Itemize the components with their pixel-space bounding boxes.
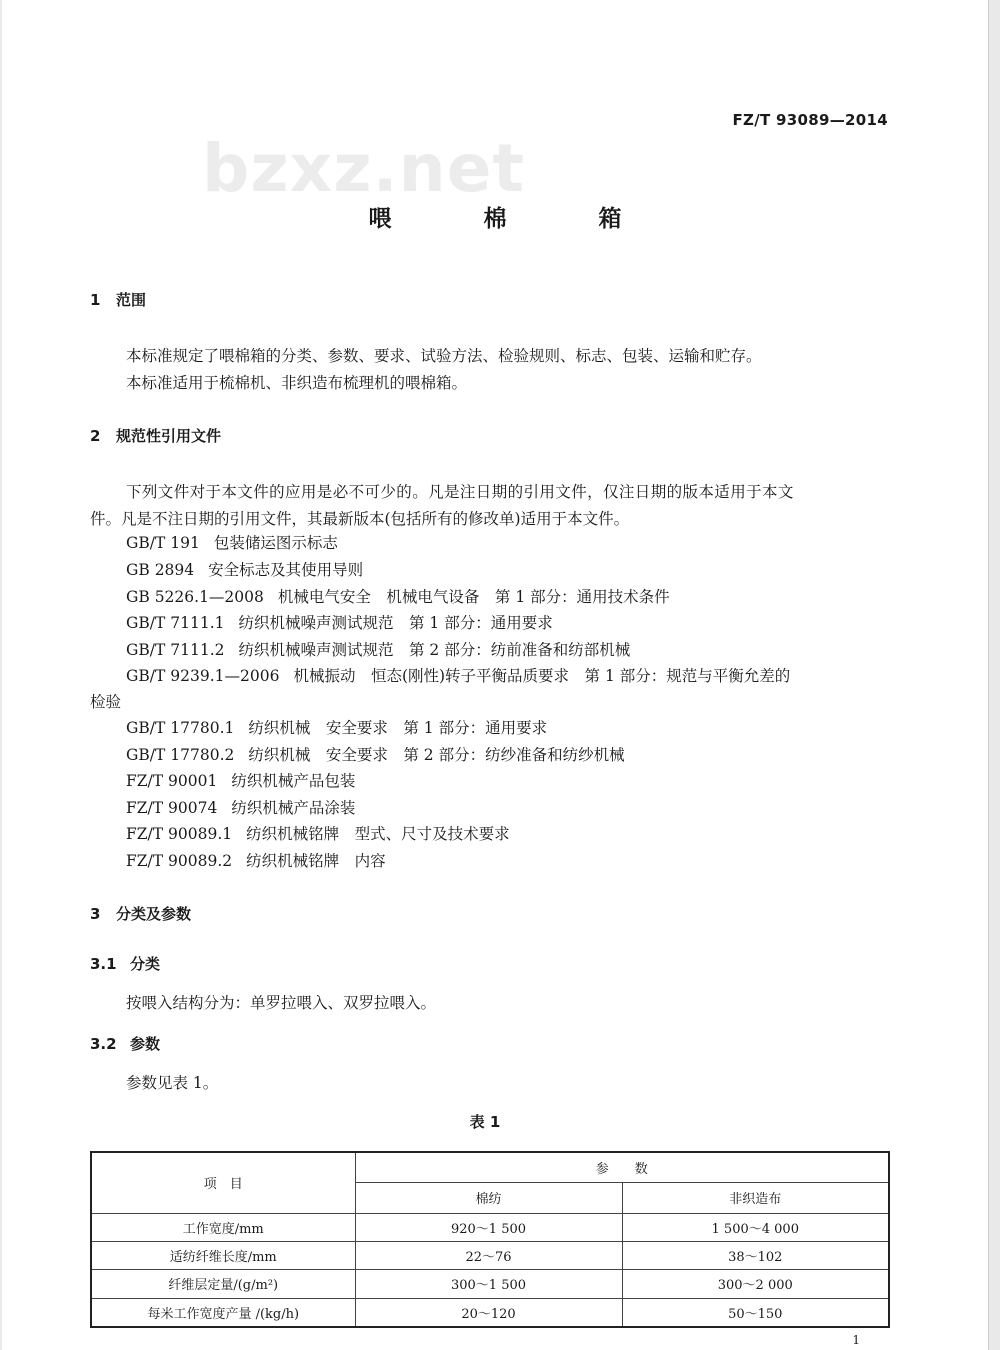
reference-title: 包装储运图示标志 — [213, 534, 338, 552]
reference-code: GB/T 17780.1 — [126, 719, 235, 737]
table-cell-item: 纤维层定量/(g/m²) — [91, 1269, 355, 1298]
table-cell-nonwoven: 1 500～4 000 — [622, 1213, 889, 1241]
section-2-intro-line-2: 件。凡是不注日期的引用文件，其最新版本(包括所有的修改单)适用于本文件。 — [90, 510, 630, 528]
reference-title: 机械电气安全 机械电气设备 第 1 部分：通用技术条件 — [277, 588, 670, 606]
reference-code: GB/T 17780.2 — [126, 746, 235, 764]
reference-title: 机械振动 恒态(刚性)转子平衡品质要求 第 1 部分：规范与平衡允差的 — [293, 667, 791, 685]
reference-item — [126, 796, 355, 818]
reference-title: 纺织机械噪声测试规范 第 2 部分：纺前准备和纺部机械 — [238, 641, 631, 659]
table-cell-cotton: 20～120 — [355, 1298, 622, 1327]
section-3-heading: 3 分类及参数 — [90, 905, 192, 923]
reference-item — [126, 664, 790, 686]
table-cell-item: 工作宽度/mm — [91, 1213, 355, 1241]
reference-code: FZ/T 90001 — [126, 772, 218, 790]
table-header-cotton: 棉纺 — [355, 1182, 622, 1213]
reference-title: 纺织机械产品包装 — [231, 772, 356, 790]
document-page — [2, 0, 989, 1350]
section-1-paragraph-1: 本标准规定了喂棉箱的分类、参数、要求、试验方法、检验规则、标志、包装、运输和贮存。 — [126, 347, 762, 365]
reference-item — [126, 716, 547, 738]
table-cell-cotton: 22～76 — [355, 1241, 622, 1269]
section-3-1-text: 按喂入结构分为：单罗拉喂入、双罗拉喂入。 — [126, 994, 437, 1012]
reference-title: 安全标志及其使用导则 — [208, 561, 364, 579]
section-3-2-text: 参数见表 1。 — [126, 1074, 219, 1092]
reference-code: GB 2894 — [126, 561, 195, 579]
reference-item — [126, 769, 355, 791]
reference-title: 纺织机械 安全要求 第 2 部分：纺纱准备和纺纱机械 — [248, 746, 625, 764]
reference-code: GB/T 9239.1—2006 — [126, 667, 280, 685]
table-cell-item: 适纺纤维长度/mm — [91, 1241, 355, 1269]
table-caption: 表 1 — [469, 1113, 501, 1131]
reference-item — [126, 611, 553, 633]
reference-title: 纺织机械铭牌 内容 — [246, 852, 386, 870]
reference-item — [126, 638, 630, 660]
table-header-params: 参 数 — [355, 1152, 889, 1182]
section-3-2-heading: 3.2 参数 — [90, 1035, 161, 1053]
reference-title: 纺织机械 安全要求 第 1 部分：通用要求 — [248, 719, 548, 737]
table-cell-nonwoven: 38～102 — [622, 1241, 889, 1269]
reference-code: GB 5226.1—2008 — [126, 588, 264, 606]
table-cell-cotton: 300～1 500 — [355, 1269, 622, 1298]
reference-continuation: 检验 — [90, 693, 122, 711]
table-row — [91, 1298, 889, 1327]
reference-item — [126, 585, 670, 607]
reference-item — [126, 531, 338, 553]
section-1-paragraph-2: 本标准适用于梳棉机、非织造布梳理机的喂棉箱。 — [126, 374, 468, 392]
reference-code: FZ/T 90089.1 — [126, 825, 233, 843]
reference-code: FZ/T 90089.2 — [126, 852, 233, 870]
reference-code: GB/T 7111.2 — [126, 641, 225, 659]
table-cell-cotton: 920～1 500 — [355, 1213, 622, 1241]
document-title: 喂 棉 箱 — [368, 206, 664, 232]
watermark: bzxz.net — [202, 130, 526, 207]
page-number: 1 — [852, 1333, 860, 1347]
section-3-1-heading: 3.1 分类 — [90, 955, 161, 973]
table-header-nonwoven: 非织造布 — [622, 1182, 889, 1213]
reference-code: FZ/T 90074 — [126, 799, 218, 817]
reference-item — [126, 743, 625, 765]
reference-item — [126, 849, 386, 871]
table-row — [91, 1269, 889, 1298]
table-cell-item: 每米工作宽度产量 /(kg/h) — [91, 1298, 355, 1327]
table-cell-nonwoven: 50～150 — [622, 1298, 889, 1327]
reference-title: 纺织机械铭牌 型式、尺寸及技术要求 — [246, 825, 510, 843]
section-1-heading: 1 范围 — [90, 291, 147, 309]
table-header-item: 项 目 — [91, 1152, 355, 1213]
reference-item — [126, 822, 510, 844]
parameter-table — [90, 1151, 890, 1328]
section-2-intro-line-1: 下列文件对于本文件的应用是必不可少的。凡是注日期的引用文件，仅注日期的版本适用于本文 — [126, 483, 794, 501]
document-number: FZ/T 93089—2014 — [732, 111, 888, 129]
reference-code: GB/T 191 — [126, 534, 200, 552]
table-row — [91, 1213, 889, 1241]
reference-title: 纺织机械噪声测试规范 第 1 部分：通用要求 — [238, 614, 553, 632]
reference-item — [126, 558, 363, 580]
reference-code: GB/T 7111.1 — [126, 614, 225, 632]
table-cell-nonwoven: 300～2 000 — [622, 1269, 889, 1298]
section-2-heading: 2 规范性引用文件 — [90, 427, 222, 445]
table-row — [91, 1241, 889, 1269]
reference-title: 纺织机械产品涂装 — [231, 799, 356, 817]
